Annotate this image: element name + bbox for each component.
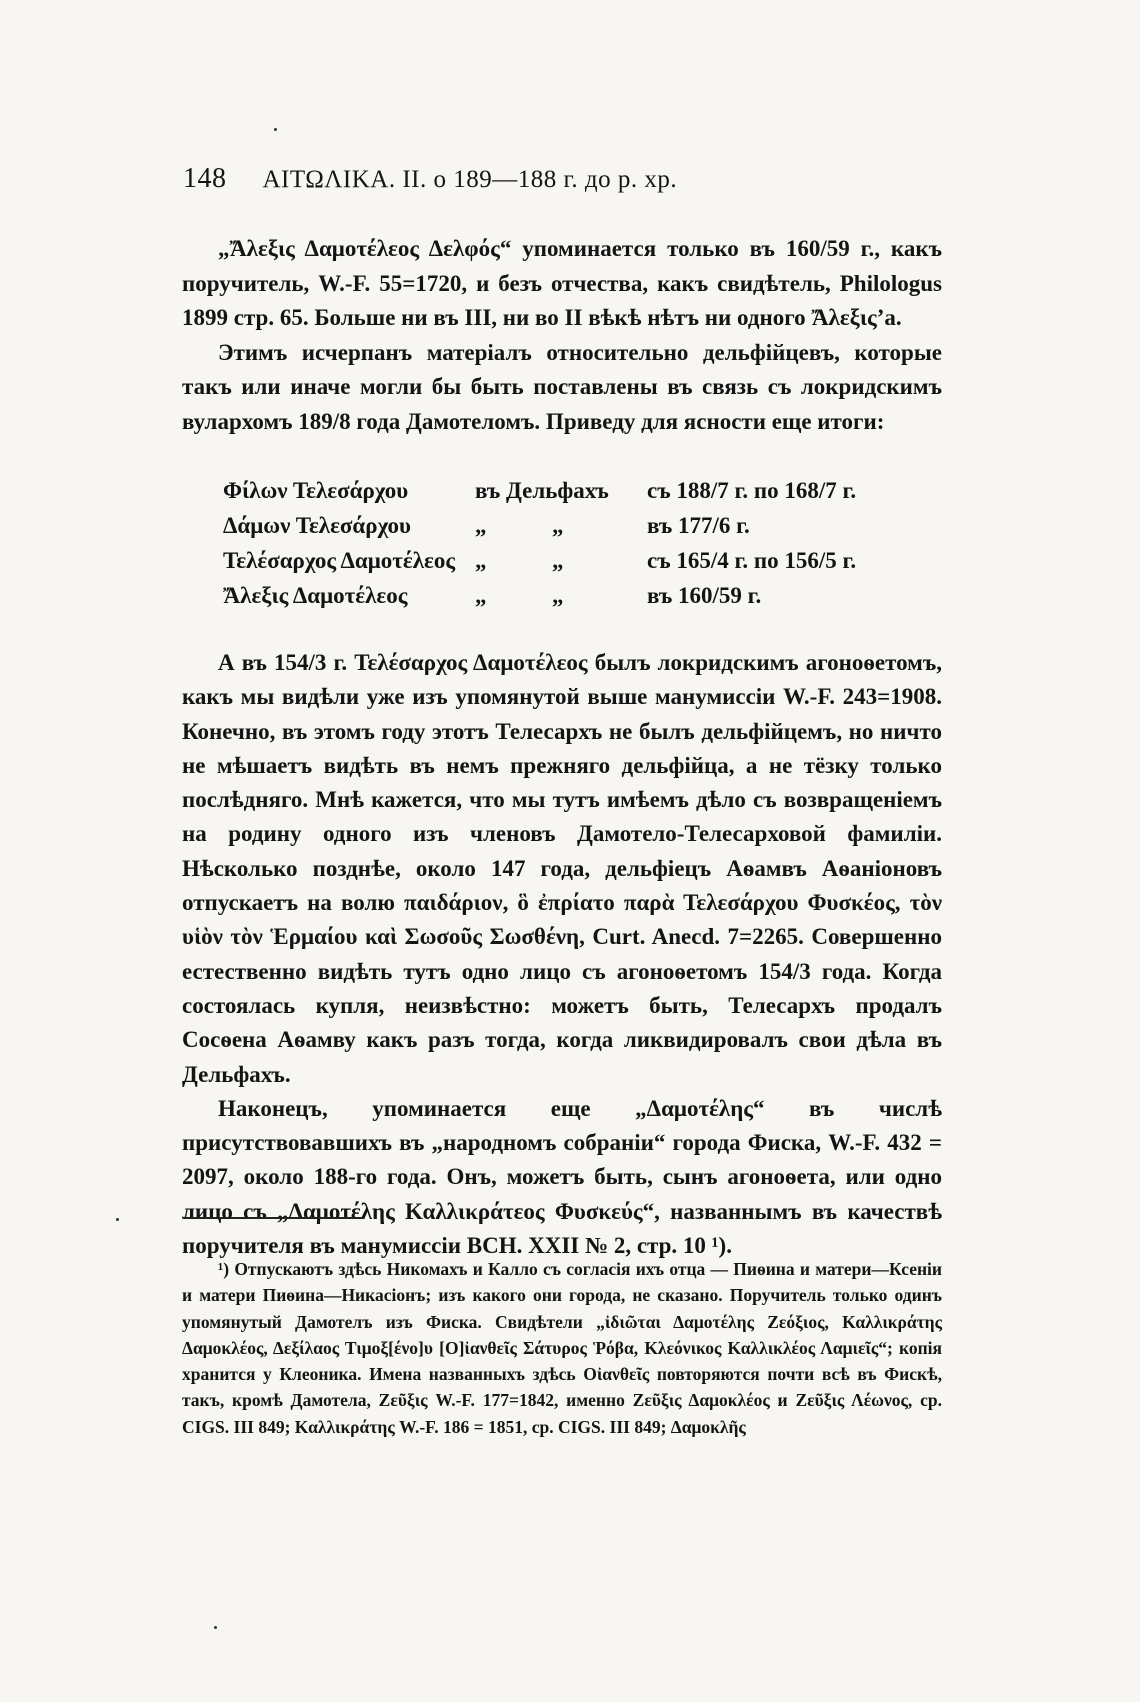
ditto-mark: „ xyxy=(552,583,564,608)
running-title: ΑΙΤΩΛΙΚΑ. II. о 189—188 г. до р. хр. xyxy=(262,166,678,193)
ditto-mark: „ xyxy=(552,513,564,538)
ditto-mark: „ xyxy=(475,583,487,608)
print-speck xyxy=(274,128,277,131)
main-text-bottom xyxy=(182,646,942,1263)
table-name: Ἄλεξις Δαμοτέλεος xyxy=(223,583,408,608)
table-name: Φίλων Τελεσάρχου xyxy=(223,478,409,503)
page-number: 148 xyxy=(183,163,227,194)
table-name: Δάμων Τελεσάρχου xyxy=(223,513,411,538)
paragraph-1: „Ἄλεξις Δαμοτέλεος Δελφός“ упоминается только въ 160/59 г., какъ поручитель, W.-F. 55=1720, и безъ отчества, какъ свидѣтель, Philologus 1899 стр. 65. Больше ни въ III, ни во II вѣкѣ нѣтъ ни одного Ἄλεξις’а. xyxy=(182,236,942,330)
table-span: въ 160/59 г. xyxy=(647,583,762,608)
table-row xyxy=(223,513,943,548)
table-row xyxy=(223,478,943,513)
table-span: съ 165/4 г. по 156/5 г. xyxy=(647,548,857,573)
running-header xyxy=(183,163,943,195)
table-name: Τελέσαρχος Δαμοτέλεος xyxy=(223,548,456,573)
paragraph-2: Этимъ исчерпанъ матеріалъ относительно дельфійцевъ, которые такъ или иначе могли бы быть поставлены въ связь съ локридскимъ вулархомъ 189/8 года Дамотеломъ. Приведу для ясности еще итоги: xyxy=(182,339,942,434)
ditto-mark: „ xyxy=(475,548,487,573)
paragraph-3: А въ 154/3 г. Τελέσαρχος Δαμοτέλεος былъ локридскимъ агоноѳетомъ, какъ мы видѣли уже изъ упомянутой выше манумиссіи W.-F. 243=1908. Конечно, въ этомъ году этотъ Телесархъ не былъ дельфійцемъ, но ничто не мѣшаетъ видѣть въ немъ прежняго дельфійца, а не тёзку только послѣдняго. Мнѣ кажется, что мы тутъ имѣемъ дѣло съ возвращеніемъ на родину одного изъ членовъ Дамотело-Телесарховой фамиліи. Нѣсколько позднѣе, около 147 года, дельфіецъ Аѳамвъ Аѳаніоновъ отпускаетъ на волю παιδάριον, ὃ ἐπρίατο παρὰ Τελεσάρχου Φυσκέος, τὸν υἱὸν τὸν Ἑρμαίου καὶ Σωσοῦς Σωσθένη, Curt. Anecd. 7=2265. Совершенно естественно видѣть тутъ одно лицо съ агоноѳетомъ 154/3 года. Когда состоялась купля, неизвѣстно: можетъ быть, Телесархъ продалъ Сосѳена Аѳамву какъ разъ тогда, когда ликвидировалъ свои дѣла въ Дельфахъ. xyxy=(182,650,942,1087)
table-place: въ Дельфахъ xyxy=(475,478,609,503)
table-span: въ 177/6 г. xyxy=(647,513,750,538)
main-text-top xyxy=(182,232,942,439)
print-speck xyxy=(116,1218,119,1221)
table-row xyxy=(223,548,943,583)
summary-table xyxy=(223,478,943,618)
ditto-mark: „ xyxy=(552,548,564,573)
print-speck xyxy=(214,1626,217,1629)
footnote xyxy=(182,1256,942,1440)
footnote-divider xyxy=(183,1217,363,1219)
table-row xyxy=(223,583,943,618)
paragraph-4: Наконецъ, упоминается еще „Δαμοτέλης“ въ числѣ присутствовавшихъ въ „народномъ собраніи“ города Фиска, W.-F. 432 = 2097, около 188-го года. Онъ, можетъ быть, сынъ агоноѳета, или одно лицо съ „Δαμοτέλης Καλλικράτεος Φυσκεύς“, названнымъ въ качествѣ поручителя въ манумиссіи BCH. XXII № 2, стр. 10 ¹). xyxy=(182,1095,942,1259)
ditto-mark: „ xyxy=(475,513,487,538)
footnote-text: ¹) Отпускаютъ здѣсь Никомахъ и Калло съ согласія ихъ отца — Пиѳина и матери—Ксеніи и матери Пиѳина—Никасіонъ; изъ какого они города, не сказано. Поручитель только одинъ упомянутый Дамотелъ изъ Фиска. Свидѣтели „ἰδιῶται Δαμοτέλης Ζεόξιος, Καλλικράτης Δαμοκλέος, Δεξίλαος Τιμοξ[ένο]υ [Ο]ἰανθεῖς Σάτυρος Ῥόβα, Κλεόνικος Καλλικλέος Λαμιεῖς“; копія хранится у Клеоника. Имена названныхъ здѣсь Οἰανθεῖς повторяются почти всѣ въ Фискѣ, такъ, кромѣ Дамотела, Ζεῦξις W.-F. 177=1842, именно Ζεῦξις Δαμοκλέος и Ζεῦξις Λέωνος, ср. CIGS. III 849; Καλλικράτης W.-F. 186 = 1851, ср. CIGS. III 849; Δαμοκλῆς xyxy=(182,1259,942,1437)
table-span: съ 188/7 г. по 168/7 г. xyxy=(647,478,857,503)
